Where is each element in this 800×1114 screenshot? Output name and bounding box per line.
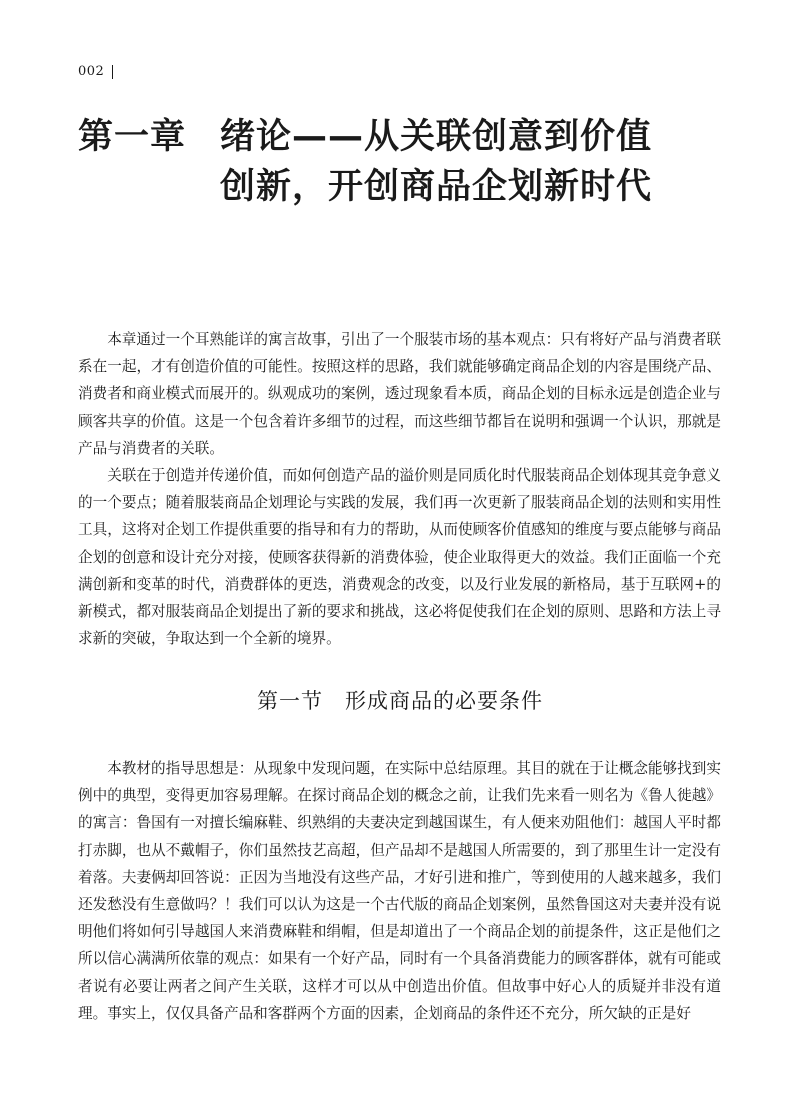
chapter-title-row-1 [78,112,738,162]
section-body [78,755,721,1027]
section-paragraph: 本教材的指导思想是：从现象中发现问题，在实际中总结原理。其目的就在于让概念能够找到实例中的典型，变得更加容易理解。在探讨商品企划的概念之前，让我们先来看一则名为《鲁人徙越》的寓言：鲁国有一对擅长编麻鞋、织熟绢的夫妻决定到越国谋生，有人便来劝阻他们：越国人平时都打赤脚，也从不戴帽子，你们虽然技艺高超，但产品却不是越国人所需要的，到了那里生计一定没有着落。夫妻俩却回答说：正因为当地没有这些产品，才好引进和推广，等到使用的人越来越多，我们还发愁没有生意做吗？！我们可以认为这是一个古代版的商品企划案例，虽然鲁国这对夫妻并没有说明他们将如何引导越国人来消费麻鞋和绢帽，但是却道出了一个商品企划的前提条件，这正是他们之所以信心满满所依靠的观点：如果有一个好产品，同时有一个具备消费能力的顾客群体，就有可能或者说有必要让两者之间产生关联，这样才可以从中创造出价值。但故事中好心人的质疑并非没有道理。事实上，仅仅具备产品和客群两个方面的因素，企划商品的条件还不充分，所欠缺的正是好 [78,760,721,1022]
chapter-title [78,112,738,212]
intro-paragraph: 本章通过一个耳熟能详的寓言故事，引出了一个服装市场的基本观点：只有将好产品与消费者联系在一起，才有创造价值的可能性。按照这样的思路，我们就能够确定商品企划的内容是围绕产品、消费者和商业模式而展开的。纵观成功的案例，透过现象看本质，商品企划的目标永远是创造企业与顾客共享的价值。这是一个包含着许多细节的过程，而这些细节都旨在说明和强调一个认识，那就是产品与消费者的关联。 [78,331,721,457]
chapter-label: 第一章 [78,117,187,157]
chapter-title-indent [78,162,220,212]
chapter-title-row-2 [78,162,738,212]
page-number-separator [112,65,113,79]
section-title: 形成商品的必要条件 [345,689,543,713]
chapter-title-line-1: 绪论——从关联创意到价值 [220,117,653,157]
chapter-title-line-2: 创新，开创商品企划新时代 [220,167,653,207]
chapter-intro [78,326,721,652]
section-label: 第一节 [257,689,323,713]
section-heading [0,685,800,715]
page-number [78,64,113,79]
page-number-text: 002 [78,64,105,79]
intro-paragraph: 关联在于创造并传递价值，而如何创造产品的溢价则是同质化时代服装商品企划体现其竞争意义的一个要点；随着服装商品企划理论与实践的发展，我们再一次更新了服装商品企划的法则和实用性工具，这将对企划工作提供重要的指导和有力的帮助，从而使顾客价值感知的维度与要点能够与商品企划的创意和设计充分对接，使顾客获得新的消费体验，使企业取得更大的效益。我们正面临一个充满创新和变革的时代，消费群体的更迭，消费观念的改变，以及行业发展的新格局，基于互联网+的新模式，都对服装商品企划提出了新的要求和挑战，这必将促使我们在企划的原则、思路和方法上寻求新的突破，争取达到一个全新的境界。 [78,467,721,648]
